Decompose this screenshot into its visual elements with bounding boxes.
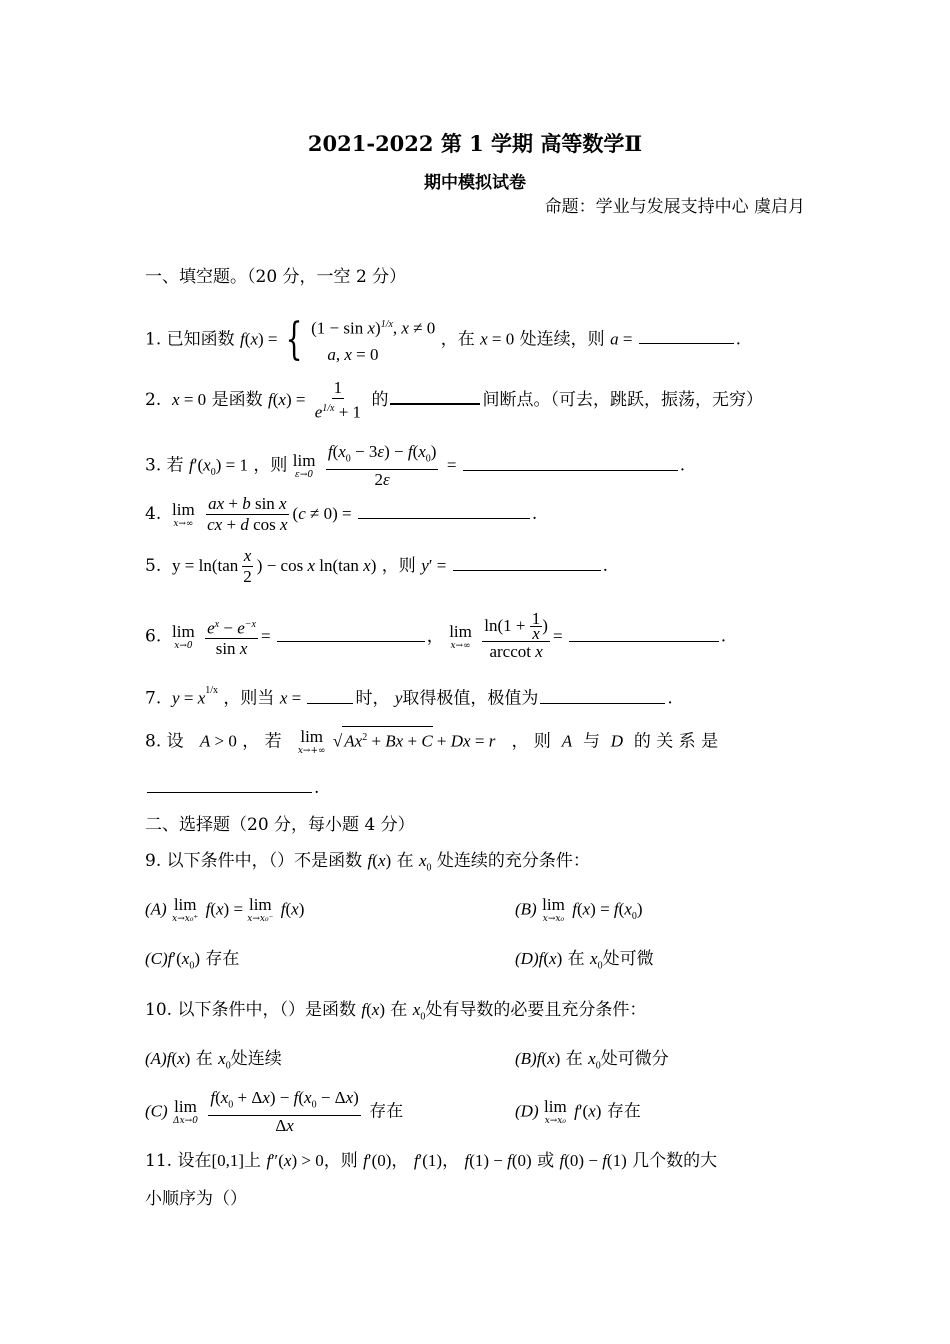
question-8-blank: . <box>145 777 319 799</box>
fraction: ln(1 + $\frac{1}{x}$ ) arccot x <box>484 609 548 661</box>
section2-heading: 二、选择题（20 分，每小题 4 分） <box>145 815 415 835</box>
question-11: 11. 设在[0,1]上 f″(x) > 0，则 f′(0)， f′(1)， f(1) − f(0) 或 f(0) − f(1) 几个数的大 <box>145 1151 718 1171</box>
answer-blank <box>358 504 530 519</box>
limit-operator: lim x→x₀ <box>544 1097 567 1126</box>
piecewise-cases: $(1 - \sin x)^{1/x}$, x ≠ 0 a, x = 0 <box>311 318 436 364</box>
question-8: 8. 设 A > 0 ， 若 lim x→+∞ √ $Ax^2 + Bx + C + Dx = r$ ， 则 A 与 D 的 关 系 是 <box>145 727 719 757</box>
question-2: 2. x = 0 是函数 f(x) = $\frac{1}{e^{1/x} + 1}$ 的 间断点。（可去，跳跃，振荡，无穷） <box>145 378 763 422</box>
answer-blank <box>540 689 665 704</box>
q10-option-a: (A)f(x) 在 $x_0$处连续 <box>145 1049 282 1072</box>
page-subtitle: 期中模拟试卷 <box>424 173 526 193</box>
limit-operator: lim x→x₀⁺ <box>172 895 199 924</box>
answer-blank <box>569 627 719 642</box>
answer-blank <box>390 389 480 405</box>
limit-operator: lim x→x₀ <box>542 895 565 924</box>
section1-heading: 一、填空题。（20 分，一空 2 分） <box>145 267 407 287</box>
limit-operator: lim x→∞ <box>172 499 195 529</box>
q10-option-b: (B)f(x) 在 $x_0$处可微分 <box>515 1049 669 1072</box>
question-6: 6. lim x→0 $\frac{e^x - e^{-x}}{\text{sin x}}$ = ， lim x→∞ ln(1 + $\frac{1}{x}$ ) arccot x = . <box>145 609 727 661</box>
q10-option-c: (C) lim Δx→0 $\frac{f(x_0 + \Delta x) - f(x_0 - \Delta x)}{\Delta x}$ 存在 <box>145 1088 404 1136</box>
author-line: 命题：学业与发展支持中心 虞启月 <box>544 197 805 217</box>
q9-option-a: (A) lim x→x₀⁺ f(x) = lim x→x₀⁻ f(x) <box>145 895 305 924</box>
answer-blank <box>463 456 678 471</box>
question-4: 4. lim x→∞ $\frac{\text{ax + b sin x}}{\text{cx + d cos x}}$ (c ≠ 0) = . <box>145 494 538 534</box>
fraction: $\frac{1}{e^{1/x} + 1}$ <box>314 378 362 422</box>
limit-operator: lim x→+∞ <box>297 727 326 757</box>
fraction: $\frac{e^x - e^{-x}}{\text{sin x}}$ <box>205 615 258 660</box>
answer-blank <box>147 778 312 793</box>
q9-option-d: (D)f(x) 在 $x_0$处可微 <box>515 949 654 972</box>
answer-blank <box>639 329 734 344</box>
q10-option-d: (D) lim x→x₀ f′(x) 存在 <box>515 1097 641 1126</box>
fraction: $\frac{f(x_0 + \Delta x) - f(x_0 - \Delta x)}{\Delta x}$ <box>210 1088 359 1136</box>
limit-operator: lim x→0 <box>172 622 195 651</box>
limit-operator: lim Δx→0 <box>173 1097 198 1127</box>
q9-option-b: (B) lim x→x₀ $f(x) = f(x_0)$ <box>515 895 643 924</box>
answer-blank <box>307 689 353 704</box>
question-1: 1. 已知函数 f(x) = { $(1 - \sin x)^{1/x}$, x ≠ 0 a, x = 0 ，在 x = 0 处连续，则 a = . <box>145 312 741 368</box>
answer-blank <box>277 627 425 642</box>
question-10: 10. 以下条件中，（）是函数 f(x) 在 $x_0$处有导数的必要且充分条件： <box>145 1000 647 1023</box>
limit-operator: lim ε→0 <box>292 451 316 481</box>
question-7: 7. $y = x^{1/x}$ ，则当 x = 时， y取得极值，极值为 . <box>145 685 673 709</box>
page-title: 2021-2022 第 1 学期 高等数学Ⅱ <box>307 131 643 156</box>
fraction: $\frac{f(x_0 - 3\varepsilon) - f(x_0)}{2\varepsilon}$ <box>327 442 437 490</box>
question-9: 9. 以下条件中，（）不是函数 f(x) 在 $x_0$ 处连续的充分条件： <box>145 851 590 874</box>
fraction: $\frac{x}{2}$ <box>243 546 252 586</box>
limit-operator: lim x→x₀⁻ <box>247 895 274 924</box>
question-11-cont: 小顺序为（） <box>145 1189 247 1209</box>
q9-option-c: $(C)f'(x_0)$ 存在 <box>145 949 240 972</box>
fraction: $\frac{\text{ax + b sin x}}{\text{cx + d cos x}}$ <box>207 494 288 534</box>
brace-symbol: { <box>285 313 303 365</box>
question-5: 5. y = ln(tan $\frac{x}{2}$ ) − cos x ln(tan x) ，则 y′ = . <box>145 546 608 586</box>
question-3: 3. 若 $f'(x_0) = 1$ ，则 lim ε→0 $\frac{f(x_0 - 3\varepsilon) - f(x_0)}{2\varepsilon}$ = . <box>145 442 686 490</box>
answer-blank <box>453 556 601 571</box>
limit-operator: lim x→∞ <box>449 622 472 651</box>
